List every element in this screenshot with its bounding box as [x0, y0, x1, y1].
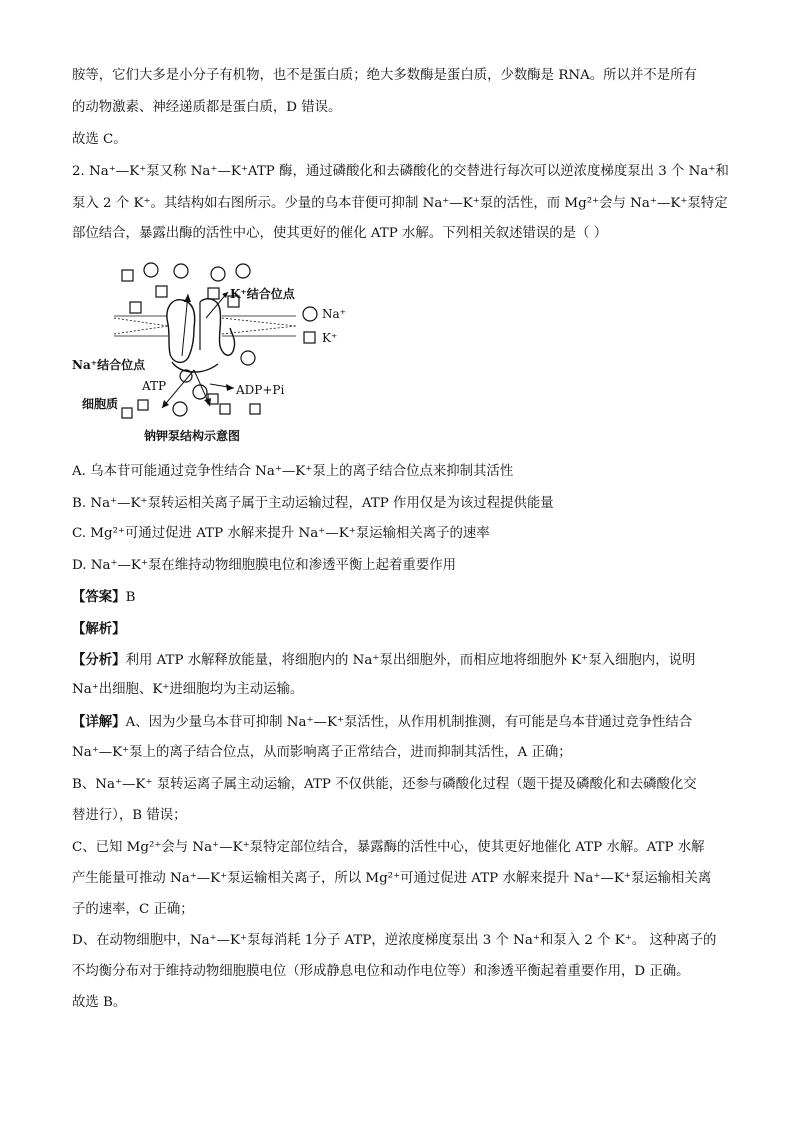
- na-ion: [241, 351, 255, 365]
- k-ion: [122, 408, 132, 418]
- na-ion: [211, 267, 225, 281]
- answer-tag: 【答案】: [72, 589, 126, 605]
- pump-protein: [167, 300, 195, 363]
- figure-caption: 钠钾泵结构示意图: [144, 429, 241, 443]
- question-line: 2. Na⁺—K⁺泵又称 Na⁺—K⁺ATP 酶，通过磷酸化和去磷酸化的交替进行每次可以逆浓度梯度泵出 3 个 Na⁺和: [72, 164, 729, 179]
- detail-line: 不均衡分布对于维持动物细胞膜电位（形成静息电位和动作电位等）和渗透平衡起着重要作用，D 正确。: [72, 964, 690, 979]
- detail-line: 替进行），B 错误；: [72, 808, 187, 823]
- k-ion: [220, 404, 230, 414]
- na-ion: [236, 264, 250, 278]
- legend-k-label: K⁺: [322, 331, 338, 345]
- cytoplasm-label: 细胞质: [82, 397, 119, 411]
- detail-line: Na⁺—K⁺泵上的离子结合位点，从而影响离子正常结合，进而抑制其活性，A 正确；: [72, 745, 572, 760]
- k-ion: [208, 288, 219, 299]
- k-ion: [122, 270, 133, 281]
- option-b: B. Na⁺—K⁺泵转运相关离子属于主动运输过程，ATP 作用仅是为该过程提供能量: [72, 496, 554, 511]
- legend-na-label: Na⁺: [322, 307, 346, 321]
- answer-value: B: [125, 590, 136, 605]
- detail-line: 产生能量可推动 Na⁺—K⁺泵运输相关离子，所以 Mg²⁺可通过促进 ATP 水解来提升 Na⁺—K⁺泵运输相关离: [72, 871, 712, 886]
- k-ion: [156, 286, 167, 297]
- legend-na-icon: [303, 307, 317, 321]
- detail-line: 子的速率，C 正确；: [72, 902, 194, 917]
- detail-line: [72, 712, 692, 733]
- jiexi-tag: 【解析】: [72, 621, 126, 637]
- na-ion: [193, 385, 207, 399]
- lipid-bilayer: [114, 316, 168, 336]
- na-ion: [144, 263, 158, 277]
- detail-line: C、已知 Mg²⁺会与 Na⁺—K⁺泵特定部位结合，暴露酶的活性中心，使其更好地催化 ATP 水解。ATP 水解: [72, 840, 705, 855]
- na-ion: [174, 264, 188, 278]
- analysis-text: 利用 ATP 水解释放能量，将细胞内的 Na⁺泵出细胞外，而相应地将细胞外 K⁺泵入细胞内，说明: [125, 653, 696, 668]
- lipid-bilayer: [222, 316, 296, 336]
- adp-label: ADP+Pi: [236, 383, 285, 397]
- detail-line: B、Na⁺—K⁺ 泵转运离子属主动运输，ATP 不仅供能，还参与磷酸化过程（题干提及磷酸化和去磷酸化交: [72, 777, 697, 792]
- option-a: A. 乌本苷可能通过竞争性结合 Na⁺—K⁺泵上的离子结合位点来抑制其活性: [72, 464, 514, 479]
- na-ion: [173, 402, 187, 416]
- detail-line: 故选 B。: [72, 995, 127, 1010]
- text-line: 胺等，它们大多是小分子有机物，也不是蛋白质；绝大多数酶是蛋白质，少数酶是 RNA。所以并不是所有: [72, 68, 697, 83]
- detail-tag: 【详解】: [72, 714, 126, 730]
- sodium-potassium-pump-diagram: [72, 258, 370, 448]
- option-d: D. Na⁺—K⁺泵在维持动物细胞膜电位和渗透平衡上起着重要作用: [72, 558, 456, 573]
- na-site-label: Na⁺结合位点: [72, 358, 146, 372]
- analysis-tag: 【分析】: [72, 652, 126, 668]
- k-site-label: K⁺结合位点: [230, 287, 295, 301]
- atp-label: ATP: [142, 379, 167, 393]
- k-ion: [138, 400, 148, 410]
- legend-k-icon: [304, 332, 315, 343]
- analysis-line: Na⁺出细胞、K⁺进细胞均为主动运输。: [72, 682, 304, 697]
- detail-line: D、在动物细胞中，Na⁺—K⁺泵每消耗 1分子 ATP，逆浓度梯度泵出 3 个 Na⁺和泵入 2 个 K⁺。 这种离子的: [72, 933, 717, 948]
- answer-line: [72, 587, 135, 608]
- analysis-line: [72, 650, 695, 671]
- k-ion: [130, 302, 141, 313]
- question-line: 泵入 2 个 K⁺。其结构如右图所示。少量的乌本苷便可抑制 Na⁺—K⁺泵的活性，而 Mg²⁺会与 Na⁺—K⁺泵特定: [72, 196, 728, 211]
- question-line: 部位结合，暴露出酶的活性中心，使其更好的催化 ATP 水解。下列相关叙述错误的是（ ）: [72, 226, 608, 241]
- text-line: 故选 C。: [72, 132, 127, 147]
- option-c: C. Mg²⁺可通过促进 ATP 水解来提升 Na⁺—K⁺泵运输相关离子的速率: [72, 526, 490, 541]
- k-ion: [250, 404, 260, 414]
- text-line: 的动物激素、神经递质都是蛋白质，D 错误。: [72, 100, 342, 115]
- jiexi-line: [72, 619, 126, 640]
- detail-text: A、因为少量乌本苷可抑制 Na⁺—K⁺泵活性，从作用机制推测，有可能是乌本苷通过竞争性结合: [125, 715, 693, 730]
